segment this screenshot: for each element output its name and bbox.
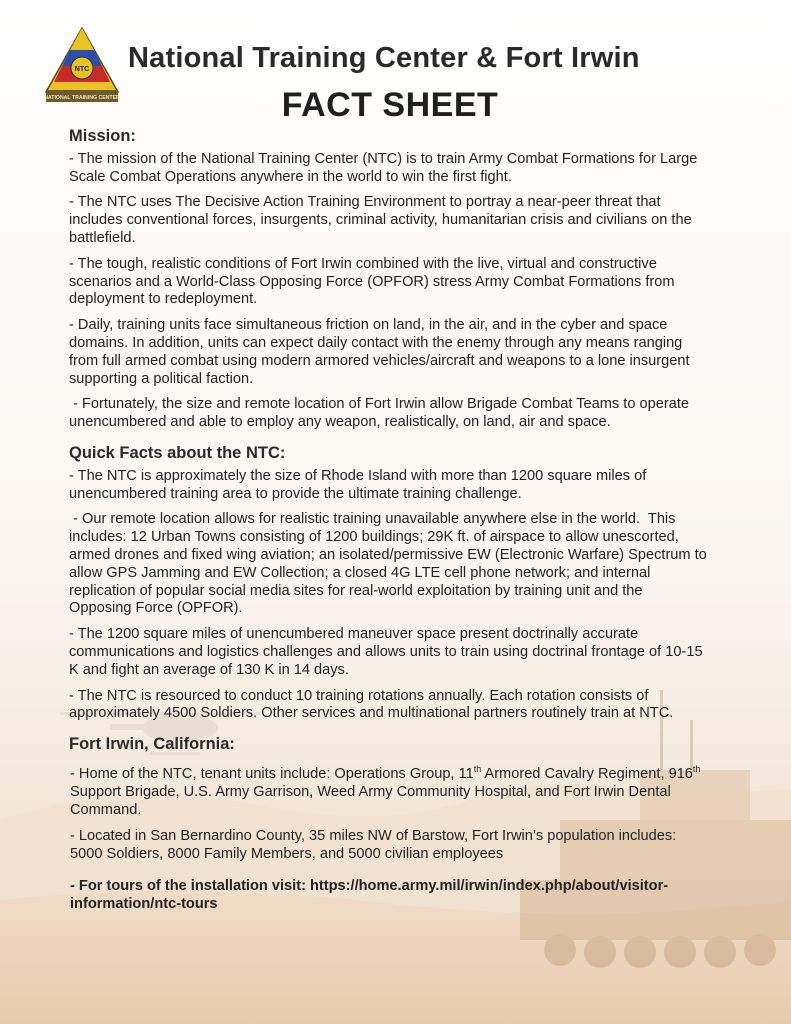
quick-facts-heading: Quick Facts about the NTC: xyxy=(69,443,286,462)
fact-sheet-body xyxy=(69,128,709,922)
logo-band-text: NATIONAL TRAINING CENTER xyxy=(44,95,120,101)
ordinal-suffix: th xyxy=(692,764,701,775)
fort-irwin-text: - Home of the NTC, tenant units include: Operations Group, 11 xyxy=(70,765,474,782)
page-subtitle: FACT SHEET xyxy=(281,86,499,124)
quick-facts-paragraph: - The 1200 square miles of unencumbered maneuver space present doctrinally accurate communications and logistics challenges and allows units to train using doctrinal frontage of 10-15 K and fight an average of 130 K in 14 days. xyxy=(69,626,703,678)
mission-paragraph: - Fortunately, the size and remote location of Fort Irwin allow Brigade Combat Teams to operate unencumbered and able to employ any weapon, realistically, on land, air and space. xyxy=(69,396,694,431)
ordinal-suffix: th xyxy=(473,764,482,775)
quick-facts-paragraph: - The NTC is approximately the size of Rhode Island with more than 1200 square miles of unencumbered training area to provide the ultimate training challenge. xyxy=(69,467,647,502)
fort-irwin-text: Support Brigade, U.S. Army Garrison, Weed Army Community Hospital, and Fort Irwin Dental Command. xyxy=(70,783,671,818)
logo-center-text: NTC xyxy=(74,66,90,73)
mission-paragraph: - The tough, realistic conditions of Fort Irwin combined with the live, virtual and constructive scenarios and a World-Class Opposing Force (OPFOR) stress Army Combat Formations from deployment to redeployment. xyxy=(69,255,675,308)
fort-irwin-heading: Fort Irwin, California: xyxy=(69,735,235,754)
mission-paragraph: - Daily, training units face simultaneous friction on land, in the air, and in the cyber and space domains. In addition, units can expect daily contact with the enemy through any means ranging from full armed combat using modern armored vehicles/aircraft and weapons to a lone insurgent supporting a political faction. xyxy=(69,317,690,387)
fort-irwin-paragraph: - Located in San Bernardino County, 35 miles NW of Barstow, Fort Irwin’s population includes: 5000 Soldiers, 8000 Family Members, and 5000 civilian employees xyxy=(70,828,677,863)
mission-paragraph: - The mission of the National Training Center (NTC) is to train Army Combat Formations for Large Scale Combat Operations anywhere in the world to win the first fight. xyxy=(69,150,698,185)
page-title: National Training Center & Fort Irwin xyxy=(128,42,640,74)
fort-irwin-paragraph xyxy=(70,766,709,819)
mission-paragraph: - The NTC uses The Decisive Action Training Environment to portray a near-peer threat that includes conventional forces, insurgents, criminal activity, humanitarian crisis and civilians on the battlefield. xyxy=(69,194,692,246)
fort-irwin-text: Armored Cavalry Regiment, 916 xyxy=(481,765,693,782)
quick-facts-paragraph: - The NTC is resourced to conduct 10 training rotations annually. Each rotation consists of approximately 4500 Soldiers. Other services and multinational partners routinely train at NTC. xyxy=(69,687,674,722)
quick-facts-paragraph: - Our remote location allows for realistic training unavailable anywhere else in the world. This includes: 12 Urban Towns consisting of 1200 buildings; 29K ft. of airspace to allow unescorted, armed drones and fixed wing aviation; an isolated/permissive EW (Electronic Warfare) Spectrum to allow GPS Jamming and EW Collection; a closed 4G LTE cell phone network; and internal replication of popular social media sites for real-world exploitation by training unit and the Opposing Force (OPFOR). xyxy=(69,511,711,617)
tours-link[interactable]: - For tours of the installation visit: https://home.army.mil/irwin/index.php/about/visitor-information/ntc-tours xyxy=(70,877,669,912)
mission-heading: Mission: xyxy=(69,127,136,145)
